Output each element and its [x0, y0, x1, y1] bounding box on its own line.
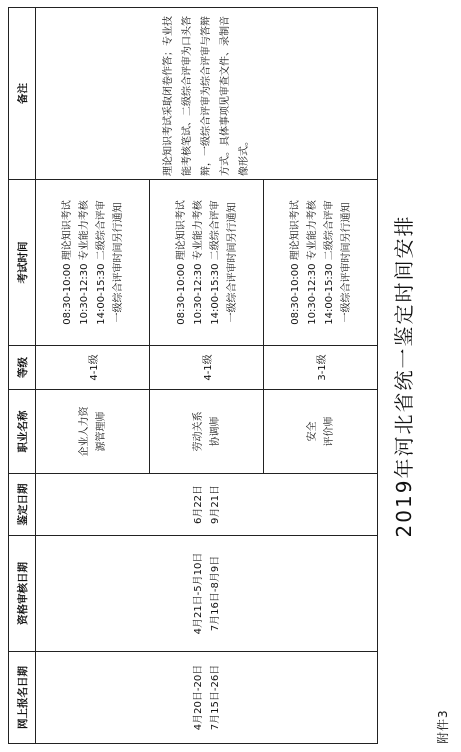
schedule-cell	[264, 180, 378, 346]
remark-cell: 理论知识考试采取闭卷作答；专业技能考核笔试、二级综合评审为口头答辩，一级综合评审为综合评审与答辩方式。具体事项见审查文件、录制音像形式。	[36, 8, 378, 180]
cell-line: 企业人力资	[78, 406, 90, 457]
table-row	[36, 8, 150, 744]
schedule-cell	[36, 180, 150, 346]
cell-line: 7月16日-8月9日	[209, 555, 221, 632]
schedule-cell	[150, 180, 264, 346]
header-level: 等级	[9, 346, 36, 390]
cell-line: 劳动关系	[192, 411, 204, 452]
cell-line: 7月15日-26日	[209, 664, 221, 731]
registration-dates	[36, 652, 378, 744]
schedule-line: 一级综合评审时间另行通知	[226, 202, 238, 323]
schedule-line: 14:00-15:30 二级综合评审	[95, 200, 107, 325]
schedule-line: 14:00-15:30 二级综合评审	[209, 200, 221, 325]
schedule-line: 08:30-10:00 理论知识考试	[289, 200, 301, 325]
level-cell: 4-1级	[36, 346, 150, 390]
cell-line: 评价师	[323, 416, 335, 447]
cell-line: 6月22日	[192, 484, 204, 525]
schedule-line: 10:30-12:30 专业能力考核	[306, 200, 318, 325]
schedule-line: 一级综合评审时间另行通知	[340, 202, 352, 323]
schedule-line: 一级综合评审时间另行通知	[112, 202, 124, 323]
header-exam-date: 鉴定日期	[9, 474, 36, 536]
schedule-line: 10:30-12:30 专业能力考核	[78, 200, 90, 325]
cell-line: 4月20日-20日	[192, 664, 204, 731]
schedule-line: 08:30-10:00 理论知识考试	[61, 200, 73, 325]
attachment-label: 附件3	[436, 709, 450, 744]
header-schedule: 考试时间	[9, 180, 36, 346]
cell-line: 9月21日	[209, 484, 221, 525]
header-occupation: 职业名称	[9, 390, 36, 474]
cell-line: 协调师	[209, 416, 221, 447]
schedule-table	[8, 7, 378, 744]
cell-line: 4月21日-5月10日	[192, 552, 204, 635]
header-registration: 网上报名日期	[9, 652, 36, 744]
level-cell: 4-1级	[150, 346, 264, 390]
occupation-cell	[264, 390, 378, 474]
occupation-cell	[150, 390, 264, 474]
schedule-line: 14:00-15:30 二级综合评审	[323, 200, 335, 325]
header-review: 资格审核日期	[9, 536, 36, 652]
review-dates	[36, 536, 378, 652]
level-cell: 3-1级	[264, 346, 378, 390]
schedule-line: 10:30-12:30 专业能力考核	[192, 200, 204, 325]
occupation-cell	[36, 390, 150, 474]
table-header-row	[9, 8, 36, 744]
page-title: 2019年河北省统一鉴定时间安排	[392, 214, 416, 538]
header-remark: 备注	[9, 8, 36, 180]
cell-line: 安全	[306, 421, 318, 442]
cell-line: 源管理师	[95, 411, 107, 452]
exam-dates	[36, 474, 378, 536]
schedule-line: 08:30-10:00 理论知识考试	[175, 200, 187, 325]
